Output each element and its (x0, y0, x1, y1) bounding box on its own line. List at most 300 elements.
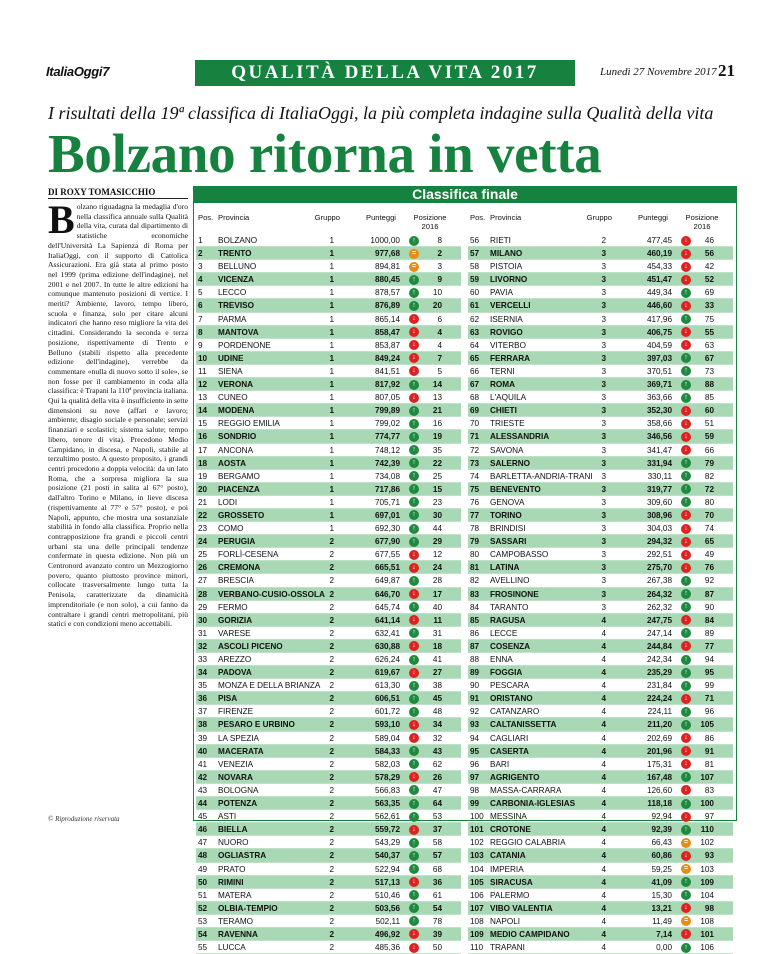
arrow-down-icon: ↓ (681, 432, 691, 442)
province-cell: BIELLA (218, 825, 248, 835)
table-row (468, 653, 733, 666)
rank-cell: 78 (470, 524, 480, 534)
table-row (468, 286, 733, 299)
rank-cell: 19 (198, 471, 208, 481)
group-cell: 3 (601, 484, 606, 494)
group-cell: 4 (601, 929, 606, 939)
arrow-up-icon: ↑ (681, 681, 691, 691)
province-cell: FERMO (218, 602, 248, 612)
table-row (468, 836, 733, 849)
province-cell: MASSA-CARRARA (490, 785, 562, 795)
table-header (196, 208, 461, 234)
arrow-down-icon: ↓ (681, 262, 691, 272)
score-cell: 244,84 (646, 641, 672, 651)
group-cell: 1 (329, 471, 334, 481)
prev-position-cell: 38 (432, 681, 442, 691)
table-row (468, 758, 733, 771)
rank-cell: 16 (198, 432, 208, 442)
score-cell: 292,51 (646, 550, 672, 560)
arrow-up-icon: ↑ (681, 602, 691, 612)
score-cell: 841,51 (374, 366, 400, 376)
group-cell: 2 (329, 785, 334, 795)
arrow-down-icon: ↓ (681, 641, 691, 651)
rank-cell: 40 (198, 746, 208, 756)
province-cell: VENEZIA (218, 759, 254, 769)
table-row (468, 666, 733, 679)
rank-cell: 17 (198, 445, 208, 455)
province-cell: TARANTO (490, 602, 529, 612)
score-cell: 346,56 (646, 432, 672, 442)
table-row (196, 273, 461, 286)
group-cell: 2 (329, 563, 334, 573)
group-cell: 1 (329, 445, 334, 455)
rank-cell: 95 (470, 746, 480, 756)
prev-position-cell: 61 (432, 890, 442, 900)
table-row (196, 614, 461, 627)
arrow-up-icon: ↑ (681, 628, 691, 638)
rank-cell: 77 (470, 510, 480, 520)
group-cell: 2 (329, 602, 334, 612)
prev-position-cell: 96 (704, 707, 714, 717)
prev-position-cell: 86 (704, 733, 714, 743)
group-cell: 3 (601, 458, 606, 468)
prev-position-cell: 93 (704, 851, 714, 861)
table-row (468, 941, 733, 954)
group-cell: 2 (329, 746, 334, 756)
rank-cell: 39 (198, 733, 208, 743)
arrow-up-icon: ↑ (409, 301, 419, 311)
province-cell: CASERTA (490, 746, 529, 756)
group-cell: 3 (601, 602, 606, 612)
rank-cell: 63 (470, 327, 480, 337)
score-cell: 626,24 (374, 655, 400, 664)
table-row (468, 444, 733, 457)
table-row (468, 483, 733, 496)
table-row (196, 627, 461, 640)
rank-cell: 38 (198, 720, 208, 730)
province-cell: SALERNO (490, 458, 531, 468)
province-cell: LECCE (490, 628, 518, 638)
score-cell: 677,55 (374, 550, 400, 560)
score-cell: 543,29 (374, 838, 400, 848)
table-row (196, 365, 461, 378)
ranking-column-right (468, 208, 733, 954)
province-cell: AOSTA (218, 458, 247, 468)
arrow-up-icon: ↑ (681, 366, 691, 376)
arrow-up-icon: ↑ (409, 759, 419, 769)
prev-position-cell: 76 (704, 563, 714, 573)
prev-position-cell: 10 (432, 288, 442, 298)
score-cell: 630,88 (374, 641, 400, 651)
prev-position-cell: 47 (432, 785, 442, 795)
prev-position-cell: 27 (432, 668, 442, 678)
prev-position-cell: 55 (704, 327, 714, 337)
group-cell: 2 (329, 943, 334, 953)
prev-position-cell: 51 (704, 419, 714, 429)
prev-position-cell: 87 (704, 589, 714, 599)
province-cell: MEDIO CAMPIDANO (490, 929, 570, 939)
score-cell: 397,03 (646, 353, 672, 363)
prev-position-cell: 79 (704, 458, 714, 468)
score-cell: 167,48 (646, 772, 672, 782)
score-cell: 606,51 (374, 694, 400, 704)
rank-cell: 70 (470, 419, 480, 429)
province-cell: L'AQUILA (490, 393, 527, 403)
prev-position-cell: 16 (432, 419, 442, 429)
prev-position-cell: 67 (704, 353, 714, 363)
group-cell: 3 (601, 432, 606, 442)
rank-cell: 106 (470, 890, 484, 900)
prev-position-cell: 99 (704, 681, 714, 691)
table-row (196, 718, 461, 731)
province-cell: ALESSANDRIA (490, 432, 550, 442)
group-cell: 1 (329, 301, 334, 311)
group-cell: 1 (329, 353, 334, 363)
prev-position-cell: 25 (432, 471, 442, 481)
province-cell: MACERATA (218, 746, 264, 756)
rank-cell: 49 (198, 864, 208, 874)
province-cell: PERUGIA (218, 537, 256, 547)
group-cell: 2 (329, 733, 334, 743)
table-row (468, 404, 733, 417)
table-row (468, 496, 733, 509)
province-cell: ROMA (490, 380, 516, 390)
table-row (196, 797, 461, 810)
score-cell: 294,32 (646, 537, 672, 547)
group-cell: 4 (601, 615, 606, 625)
province-cell: VICENZA (218, 275, 254, 285)
table-row (196, 378, 461, 391)
score-cell: 331,94 (646, 458, 672, 468)
prev-position-cell: 18 (432, 641, 442, 651)
table-row (468, 548, 733, 561)
rank-cell: 42 (198, 772, 208, 782)
province-cell: BELLUNO (218, 262, 257, 272)
rank-cell: 86 (470, 628, 480, 638)
prev-position-cell: 29 (432, 537, 442, 547)
table-row (196, 391, 461, 404)
score-cell: 308,96 (646, 510, 672, 520)
arrow-up-icon: ↑ (681, 589, 691, 599)
score-cell: 7,14 (656, 929, 672, 939)
prev-position-cell: 90 (704, 602, 714, 612)
table-row (196, 457, 461, 470)
arrow-up-icon: ↑ (409, 681, 419, 691)
province-cell: CREMONA (218, 563, 261, 573)
table-row (468, 849, 733, 862)
table-row (468, 247, 733, 260)
province-cell: RAVENNA (218, 929, 258, 939)
table-row (468, 863, 733, 876)
province-cell: CUNEO (218, 393, 248, 403)
score-cell: 593,10 (374, 720, 400, 730)
group-cell: 3 (601, 262, 606, 272)
table-row (196, 470, 461, 483)
prev-position-cell: 31 (432, 628, 442, 638)
arrow-up-icon: ↑ (681, 799, 691, 809)
group-cell: 1 (329, 432, 334, 442)
prev-position-cell: 3 (437, 262, 442, 272)
table-row (468, 876, 733, 889)
table-row (196, 876, 461, 889)
arrow-down-icon: ↓ (681, 406, 691, 416)
table-row (196, 561, 461, 574)
rows-left (196, 234, 461, 954)
table-row (196, 339, 461, 352)
table-row (196, 352, 461, 365)
group-cell: 1 (329, 393, 334, 403)
arrow-up-icon: ↑ (409, 510, 419, 520)
group-cell: 2 (329, 589, 334, 599)
rank-cell: 5 (198, 288, 203, 298)
prev-position-cell: 95 (704, 668, 714, 678)
group-cell: 4 (601, 838, 606, 848)
prev-position-cell: 102 (700, 838, 714, 848)
group-cell: 2 (329, 864, 334, 874)
score-cell: 309,60 (646, 497, 672, 507)
score-cell: 517,13 (374, 877, 400, 887)
arrow-down-icon: ↓ (681, 327, 691, 337)
score-cell: 865,14 (374, 314, 400, 324)
prev-position-cell: 42 (704, 262, 714, 272)
province-cell: ASCOLI PICENO (218, 641, 283, 651)
group-cell: 4 (601, 655, 606, 664)
province-cell: ROVIGO (490, 327, 523, 337)
table-header (468, 208, 733, 234)
group-cell: 2 (329, 799, 334, 809)
prev-position-cell: 101 (700, 929, 714, 939)
rank-cell: 96 (470, 759, 480, 769)
arrow-up-icon: ↑ (681, 353, 691, 363)
rank-cell: 20 (198, 484, 208, 494)
score-cell: 559,72 (374, 825, 400, 835)
arrow-down-icon: ↓ (681, 746, 691, 756)
table-row (468, 771, 733, 784)
score-cell: 92,94 (651, 812, 672, 822)
province-cell: REGGIO CALABRIA (490, 838, 566, 848)
province-cell: BARLETTA-ANDRIA-TRANI (490, 471, 593, 481)
rank-cell: 15 (198, 419, 208, 429)
arrow-down-icon: ↓ (681, 524, 691, 534)
group-cell: 2 (329, 825, 334, 835)
header-posizione-label: Posizione (413, 213, 447, 222)
prev-position-cell: 8 (437, 236, 442, 245)
province-cell: MODENA (218, 406, 255, 416)
group-cell: 2 (329, 838, 334, 848)
group-cell: 2 (329, 641, 334, 651)
score-cell: 774,77 (374, 432, 400, 442)
group-cell: 3 (601, 537, 606, 547)
arrow-up-icon: ↑ (409, 746, 419, 756)
province-cell: FERRARA (490, 353, 531, 363)
province-cell: PAVIA (490, 288, 513, 298)
group-cell: 1 (329, 262, 334, 272)
province-cell: GROSSETO (218, 510, 265, 520)
score-cell: 262,32 (646, 602, 672, 612)
rank-cell: 109 (470, 929, 484, 939)
stable-icon: = (409, 262, 419, 272)
prev-position-cell: 28 (432, 576, 442, 586)
score-cell: 404,59 (646, 340, 672, 350)
score-cell: 341,47 (646, 445, 672, 455)
header-gruppo: Gruppo (586, 213, 612, 222)
rank-cell: 59 (470, 275, 480, 285)
rank-cell: 85 (470, 615, 480, 625)
rank-cell: 68 (470, 393, 480, 403)
table-row (468, 273, 733, 286)
table-row (196, 640, 461, 653)
header-posizione-label: Posizione (685, 213, 719, 222)
table-row (196, 313, 461, 326)
page-header (0, 0, 767, 87)
province-cell: BERGAMO (218, 471, 260, 481)
arrow-up-icon: ↑ (681, 288, 691, 298)
rank-cell: 46 (198, 825, 208, 835)
arrow-up-icon: ↑ (409, 432, 419, 442)
rank-cell: 21 (198, 497, 208, 507)
score-cell: 92,39 (651, 825, 672, 835)
rank-cell: 4 (198, 275, 203, 285)
province-cell: COSENZA (490, 641, 531, 651)
table-row (468, 915, 733, 928)
rank-cell: 30 (198, 615, 208, 625)
arrow-up-icon: ↑ (409, 707, 419, 717)
brand-logo: ItaliaOggi7 (46, 64, 110, 79)
score-cell: 496,92 (374, 929, 400, 939)
group-cell: 4 (601, 877, 606, 887)
rank-cell: 41 (198, 759, 208, 769)
group-cell: 3 (601, 393, 606, 403)
group-cell: 1 (329, 510, 334, 520)
arrow-up-icon: ↑ (681, 314, 691, 324)
stable-icon: = (681, 864, 691, 874)
arrow-down-icon: ↓ (681, 419, 691, 429)
province-cell: ANCONA (218, 445, 254, 455)
copyright-note: © Riproduzione riservata (48, 815, 120, 823)
group-cell: 2 (329, 707, 334, 717)
drop-cap: B (48, 197, 75, 242)
group-cell: 4 (601, 772, 606, 782)
prev-position-cell: 13 (432, 393, 442, 403)
table-row (196, 679, 461, 692)
prev-position-cell: 37 (432, 825, 442, 835)
group-cell: 3 (601, 366, 606, 376)
group-cell: 1 (329, 327, 334, 337)
stable-icon: = (681, 838, 691, 848)
prev-position-cell: 4 (437, 340, 442, 350)
table-row (468, 784, 733, 797)
group-cell: 1 (329, 406, 334, 416)
table-row (468, 378, 733, 391)
rank-cell: 37 (198, 707, 208, 717)
province-cell: VIBO VALENTIA (490, 903, 553, 913)
province-cell: BENEVENTO (490, 484, 541, 494)
province-cell: OGLIASTRA (218, 851, 267, 861)
table-row (468, 574, 733, 587)
prev-position-cell: 33 (704, 301, 714, 311)
rank-cell: 32 (198, 641, 208, 651)
province-cell: SIENA (218, 366, 243, 376)
arrow-up-icon: ↑ (409, 484, 419, 494)
province-cell: AVELLINO (490, 576, 530, 586)
arrow-up-icon: ↑ (409, 445, 419, 455)
group-cell: 1 (329, 288, 334, 298)
group-cell: 2 (329, 812, 334, 822)
score-cell: 742,39 (374, 458, 400, 468)
prev-position-cell: 40 (432, 602, 442, 612)
province-cell: BRESCIA (218, 576, 254, 586)
arrow-up-icon: ↑ (409, 275, 419, 285)
prev-position-cell: 109 (700, 877, 714, 887)
table-row (196, 444, 461, 457)
arrow-down-icon: ↓ (681, 537, 691, 547)
rank-cell: 24 (198, 537, 208, 547)
province-cell: PESCARA (490, 681, 530, 691)
table-row (468, 902, 733, 915)
province-cell: MANTOVA (218, 327, 259, 337)
province-cell: CARBONIA-IGLESIAS (490, 799, 576, 809)
province-cell: IMPERIA (490, 864, 524, 874)
stable-icon: = (409, 249, 419, 259)
rank-cell: 51 (198, 890, 208, 900)
prev-position-cell: 74 (704, 524, 714, 534)
score-cell: 977,68 (374, 249, 400, 259)
group-cell: 2 (329, 681, 334, 691)
table-row (196, 574, 461, 587)
score-cell: 632,41 (374, 628, 400, 638)
province-cell: BARI (490, 759, 510, 769)
province-cell: CATANZARO (490, 707, 540, 717)
table-row (196, 588, 461, 601)
rank-cell: 87 (470, 641, 480, 651)
arrow-up-icon: ↑ (409, 903, 419, 913)
province-cell: PORDENONE (218, 340, 271, 350)
rank-cell: 94 (470, 733, 480, 743)
province-cell: VERBANO-CUSIO-OSSOLA (218, 589, 325, 599)
group-cell: 3 (601, 314, 606, 324)
score-cell: 878,57 (374, 288, 400, 298)
province-cell: LA SPEZIA (218, 733, 259, 743)
group-cell: 1 (329, 366, 334, 376)
score-cell: 13,21 (651, 903, 672, 913)
prev-position-cell: 73 (704, 366, 714, 376)
group-cell: 3 (601, 510, 606, 520)
prev-position-cell: 24 (432, 563, 442, 573)
rank-cell: 82 (470, 576, 480, 586)
group-cell: 2 (329, 537, 334, 547)
table-row (196, 535, 461, 548)
prev-position-cell: 78 (432, 916, 442, 926)
arrow-up-icon: ↑ (409, 890, 419, 900)
score-cell: 406,75 (646, 327, 672, 337)
table-row (468, 732, 733, 745)
arrow-up-icon: ↑ (681, 668, 691, 678)
score-cell: 304,03 (646, 524, 672, 534)
arrow-up-icon: ↑ (409, 694, 419, 704)
score-cell: 247,75 (646, 615, 672, 625)
group-cell: 3 (601, 445, 606, 455)
group-cell: 2 (329, 550, 334, 560)
prev-position-cell: 21 (432, 406, 442, 416)
table-row (196, 299, 461, 312)
prev-position-cell: 20 (432, 301, 442, 311)
prev-position-cell: 72 (704, 484, 714, 494)
table-row (196, 784, 461, 797)
prev-position-cell: 52 (704, 275, 714, 285)
score-cell: 60,86 (651, 851, 672, 861)
rank-cell: 14 (198, 406, 208, 416)
score-cell: 613,30 (374, 681, 400, 691)
